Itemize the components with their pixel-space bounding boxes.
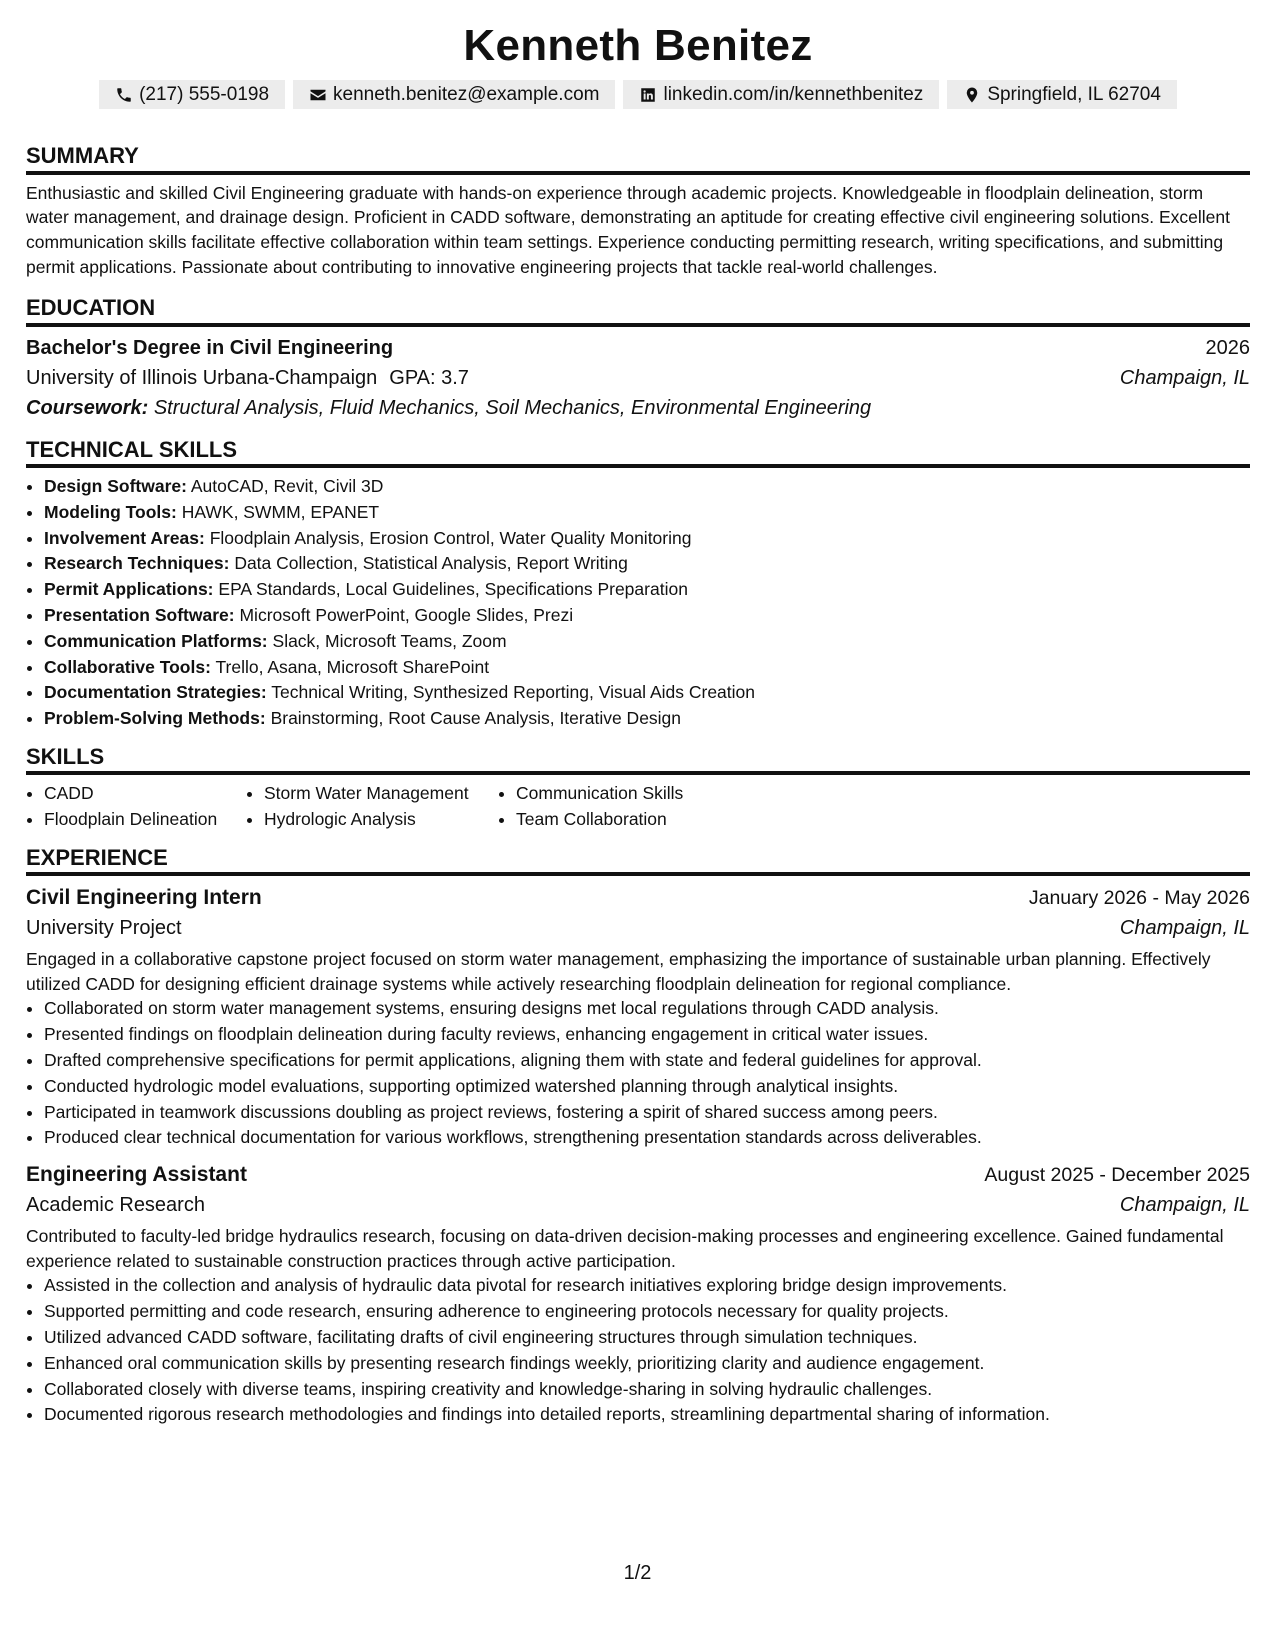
skill-label: Presentation Software: — [44, 604, 235, 625]
page-number: 1/2 — [623, 1562, 652, 1584]
skill-value: Slack, Microsoft Teams, Zoom — [272, 630, 507, 651]
skills-heading: SKILLS — [26, 744, 1250, 775]
degree-row — [26, 333, 1250, 363]
list-item: • Documented rigorous research methodologies and findings into detailed reports, streamlining departmental sharing of information. — [44, 1402, 1250, 1428]
coursework-label: Coursework: — [26, 396, 149, 419]
list-item: • CADD — [44, 781, 246, 807]
map-pin-icon — [963, 86, 981, 104]
school-line — [26, 363, 469, 393]
skill-value: AutoCAD, Revit, Civil 3D — [190, 475, 384, 496]
skills-grid — [26, 781, 1250, 833]
list-item: • Communication Skills — [516, 781, 816, 807]
job-org-row — [26, 913, 1250, 943]
summary-heading: SUMMARY — [26, 143, 1250, 174]
list-item: • Storm Water Management — [264, 781, 498, 807]
phone-icon — [115, 86, 133, 104]
list-item: • Utilized advanced CADD software, facilitating drafts of civil engineering structures through simulation techniques. — [44, 1325, 1250, 1351]
job-location: Champaign, IL — [1119, 917, 1250, 940]
skill-label: Permit Applications: — [44, 579, 214, 600]
job-title: Civil Engineering Intern — [26, 886, 262, 910]
email-text: kenneth.benitez@example.com — [333, 84, 600, 106]
list-item — [44, 629, 1250, 655]
skill-label: Modeling Tools: — [44, 501, 177, 522]
job-location: Champaign, IL — [1119, 1194, 1250, 1217]
list-item — [44, 474, 1250, 500]
summary-text: Enthusiastic and skilled Civil Engineering graduate with hands-on experience through academic projects. Knowledgeable in floodplain delineation, storm water management, and drainage design. Proficient in CADD software, demonstrating an aptitude for creating effective civil engineering solutions. Excellent communication skills facilitate effective collaboration within team settings. Experience conducting permitting research, writing specifications, and submitting permit applications. Passionate about contributing to innovative engineering projects that tackle real-world challenges. — [26, 182, 1230, 277]
linkedin-chip[interactable] — [623, 80, 939, 109]
skill-value: EPA Standards, Local Guidelines, Specifications Preparation — [218, 579, 688, 600]
list-item — [44, 551, 1250, 577]
skill-label: Collaborative Tools: — [44, 656, 211, 677]
list-item: • Participated in teamwork discussions doubling as project reviews, fostering a spirit of shared success among peers. — [44, 1100, 1250, 1126]
job-title: Engineering Assistant — [26, 1163, 247, 1187]
email-chip[interactable] — [293, 80, 615, 109]
job-org: University Project — [26, 917, 182, 940]
linkedin-icon — [639, 86, 657, 104]
skill-label: Communication Platforms: — [44, 630, 268, 651]
skill-value: Floodplain Analysis, Erosion Control, Water Quality Monitoring — [209, 527, 692, 548]
job-description: Contributed to faculty-led bridge hydraulics research, focusing on data-driven decision-making processes and engineering excellence. Gained fundamental experience related to sustainable construction practices through active participation. — [26, 1226, 1224, 1271]
technical-skills-section — [26, 437, 1250, 732]
job-org-row — [26, 1190, 1250, 1220]
candidate-name: Kenneth Benitez — [463, 21, 813, 70]
job-header — [26, 1159, 1250, 1190]
coursework-line — [26, 393, 1250, 423]
summary-section — [26, 143, 1250, 279]
list-item: • Team Collaboration — [516, 807, 816, 833]
skills-column — [26, 781, 246, 833]
skill-value: Technical Writing, Synthesized Reporting, Visual Aids Creation — [271, 682, 756, 703]
gpa: GPA: 3.7 — [389, 366, 469, 389]
envelope-icon — [309, 86, 327, 104]
technical-skills-list — [26, 474, 1250, 732]
list-item: • Drafted comprehensive specifications for permit applications, aligning them with state and federal guidelines for approval. — [44, 1048, 1250, 1074]
graduation-year: 2026 — [1205, 336, 1250, 359]
phone-text: (217) 555-0198 — [139, 84, 270, 106]
list-item: • Conducted hydrologic model evaluations, supporting optimized watershed planning through analytical insights. — [44, 1074, 1250, 1100]
experience-heading: EXPERIENCE — [26, 845, 1250, 876]
skill-value: Brainstorming, Root Cause Analysis, Iterative Design — [270, 708, 682, 729]
skill-value: Data Collection, Statistical Analysis, Report Writing — [234, 553, 628, 574]
skills-column — [246, 781, 498, 833]
phone-chip[interactable] — [99, 80, 285, 109]
skill-label: Research Techniques: — [44, 553, 230, 574]
job-dates: January 2026 - May 2026 — [1028, 887, 1250, 910]
list-item — [44, 706, 1250, 732]
school-row — [26, 363, 1250, 393]
job-bullets — [26, 996, 1250, 1151]
location-text: Springfield, IL 62704 — [987, 84, 1161, 106]
skill-label: Involvement Areas: — [44, 527, 205, 548]
list-item: • Collaborated on storm water management systems, ensuring designs met local regulations through CADD analysis. — [44, 996, 1250, 1022]
skills-section — [26, 744, 1250, 833]
list-item: • Presented findings on floodplain delineation during faculty reviews, enhancing engagement in critical water issues. — [44, 1022, 1250, 1048]
list-item: • Assisted in the collection and analysis of hydraulic data pivotal for research initiatives exploring bridge design improvements. — [44, 1273, 1250, 1299]
list-item: • Collaborated closely with diverse teams, inspiring creativity and knowledge-sharing in solving hydraulic challenges. — [44, 1377, 1250, 1403]
skills-column — [498, 781, 816, 833]
education-heading: EDUCATION — [26, 295, 1250, 326]
degree-title: Bachelor's Degree in Civil Engineering — [26, 336, 394, 359]
list-item: • Supported permitting and code research, ensuring adherence to engineering protocols necessary for quality projects. — [44, 1299, 1250, 1325]
skill-value: HAWK, SWMM, EPANET — [181, 501, 380, 522]
location-chip — [947, 80, 1177, 109]
technical-skills-heading: TECHNICAL SKILLS — [26, 437, 1250, 468]
education-section — [26, 295, 1250, 422]
skill-value: Trello, Asana, Microsoft SharePoint — [215, 656, 490, 677]
list-item — [44, 603, 1250, 629]
experience-section — [26, 845, 1250, 1428]
skill-label: Design Software: — [44, 475, 187, 496]
contact-bar — [26, 80, 1250, 109]
school-location: Champaign, IL — [1119, 366, 1250, 389]
job-bullets — [26, 1273, 1250, 1428]
resume-page — [26, 0, 1250, 1428]
list-item — [44, 526, 1250, 552]
list-item: • Hydrologic Analysis — [264, 807, 498, 833]
job-entry — [26, 1159, 1250, 1428]
job-org: Academic Research — [26, 1194, 205, 1217]
job-description: Engaged in a collaborative capstone project focused on storm water management, emphasizing the importance of sustainable urban planning. Effectively utilized CADD for designing efficient drainage systems while actively researching floodplain delineation for regional compliance. — [26, 949, 1211, 994]
list-item — [44, 655, 1250, 681]
job-entry — [26, 882, 1250, 1151]
list-item: • Produced clear technical documentation for various workflows, strengthening presentation standards across deliverables. — [44, 1125, 1250, 1151]
skill-label: Problem-Solving Methods: — [44, 708, 266, 729]
job-dates: August 2025 - December 2025 — [984, 1164, 1250, 1187]
list-item: • Floodplain Delineation — [44, 807, 246, 833]
list-item — [44, 500, 1250, 526]
list-item: • Enhanced oral communication skills by presenting research findings weekly, prioritizing clarity and audience engagement. — [44, 1351, 1250, 1377]
list-item — [44, 680, 1250, 706]
coursework-list: Structural Analysis, Fluid Mechanics, Soil Mechanics, Environmental Engineering — [153, 396, 872, 419]
school-name: University of Illinois Urbana-Champaign — [26, 366, 378, 389]
linkedin-text: linkedin.com/in/kennethbenitez — [663, 84, 924, 106]
skill-label: Documentation Strategies: — [44, 682, 267, 703]
list-item — [44, 577, 1250, 603]
skill-value: Microsoft PowerPoint, Google Slides, Prezi — [239, 604, 574, 625]
job-header — [26, 882, 1250, 913]
